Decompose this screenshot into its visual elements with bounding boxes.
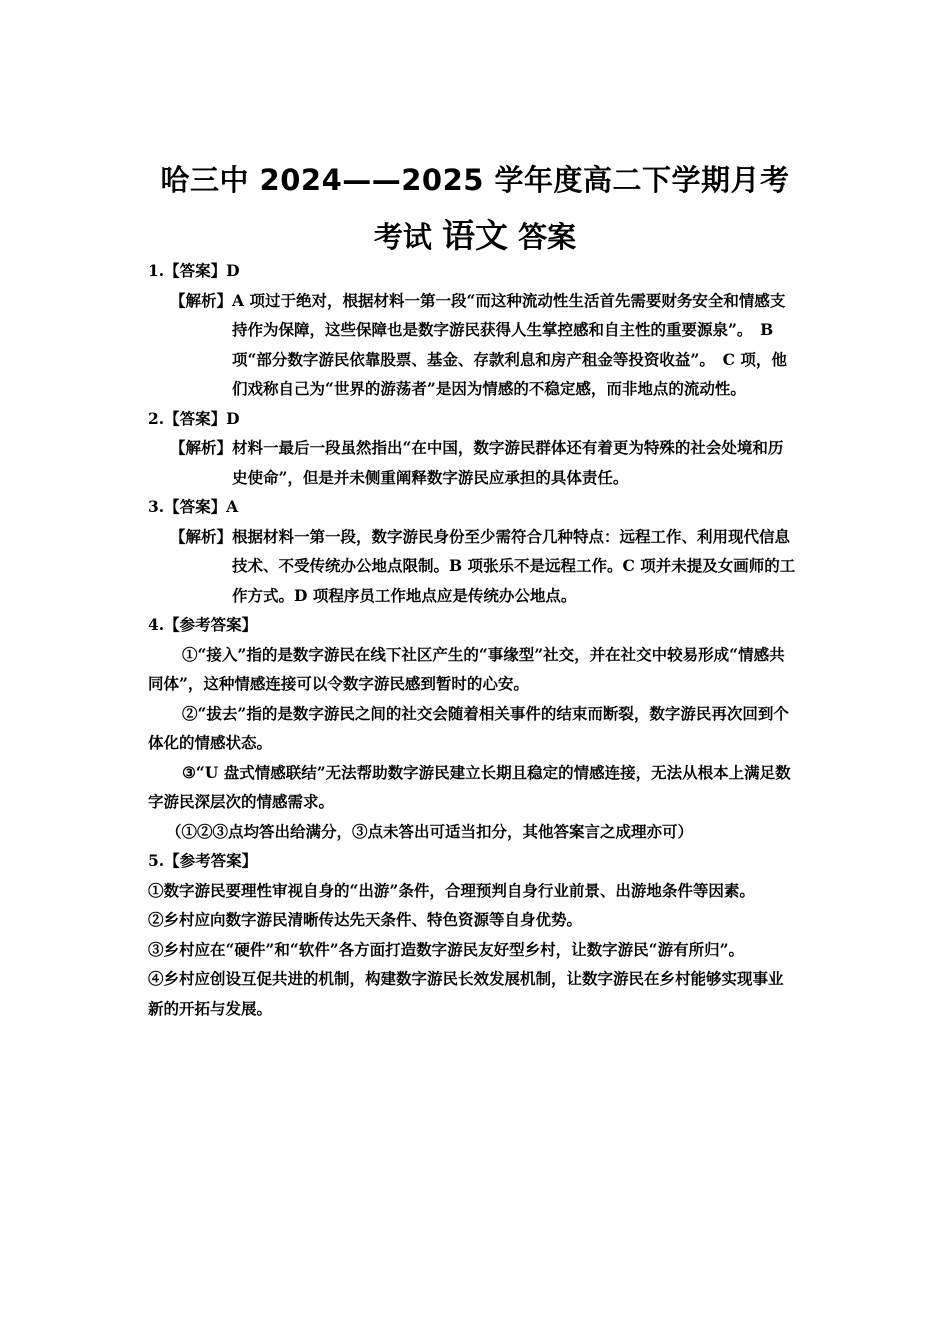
answer-content (148, 256, 798, 1023)
q3-analysis-text: 根据材料一第一段，数字游民身份至少需符合几种特点：远程工作、利用现代信息技术、不受传统办公地点限制。B 项张乐不是远程工作。C 项并未提及女画师的工作方式。D 项程序员工作地点应是传统办公地点。 (232, 526, 796, 605)
subtitle-exam: 考试 (373, 220, 432, 254)
q2-analysis-text: 材料一最后一段虽然指出“在中国，数字游民群体还有着更为特殊的社会处境和历史使命”，但是并未侧重阐释数字游民应承担的具体责任。 (232, 438, 784, 487)
q1-analysis-text: A 项过于绝对，根据材料一第一段“而这种流动性生活首先需要财务安全和情感支持作为保障，这些保障也是数字游民获得人生掌控感和自主性的重要源泉”。 B 项“部分数字游民依靠股票、基金、存款利息和房产租金等投资收益”。 C 项，他们戏称自己为“世界的游荡者”是因为情感的不稳定感，而非地点的流动性。 (232, 290, 787, 398)
q2-analysis-label: 【解析】 (170, 438, 233, 457)
exam-subtitle (0, 210, 950, 257)
q5-point-1: ①数字游民要理性审视自身的“出游”条件，合理预判自身行业前景、出游地条件等因素。 (148, 880, 755, 900)
q2-analysis (148, 433, 798, 492)
q2-answer: 2.【答案】D (148, 408, 240, 428)
q4-point-3: ③“U 盘式情感联结”无法帮助数字游民建立长期且稳定的情感连接，无法从根本上满足数字游民深层次的情感需求。 (148, 762, 791, 811)
q5-point-3: ③乡村应在“硬件”和“软件”各方面打造数字游民友好型乡村，让数字游民“游有所归”。 (148, 939, 744, 959)
q5-heading: 5.【参考答案】 (148, 851, 258, 870)
q3-analysis-label: 【解析】 (170, 526, 233, 546)
q4-heading: 4.【参考答案】 (148, 615, 258, 634)
q5-point-2: ②乡村应向数字游民清晰传达先天条件、特色资源等自身优势。 (148, 910, 583, 929)
exam-title: 哈三中 2024——2025 学年度高二下学期月考 (160, 163, 790, 197)
q3-answer: 3.【答案】A (148, 497, 239, 516)
q4-point-2: ②“拔去”指的是数字游民之间的社交会随着相关事件的结束而断裂，数字游民再次回到个体化的情感状态。 (148, 703, 789, 752)
q4-scoring-note: （①②③点均答出给满分，③点未答出可适当扣分，其他答案言之成理亦可） (166, 821, 694, 841)
q4-point-1: ①“接入”指的是数字游民在线下社区产生的“事缘型”社交，并在社交中较易形成“情感共同体”，这种情感连接可以令数字游民感到暂时的心安。 (148, 644, 785, 693)
subtitle-subject: 语文 (442, 216, 508, 255)
q1-analysis (148, 286, 798, 404)
subtitle-answers: 答案 (518, 220, 577, 254)
q1-answer: 1.【答案】D (148, 261, 240, 280)
q3-analysis (148, 522, 798, 611)
q5-point-4: ④乡村应创设互促共进的机制，构建数字游民长效发展机制，让数字游民在乡村能够实现事业新的开拓与发展。 (148, 969, 784, 1018)
q1-analysis-label: 【解析】 (170, 290, 233, 310)
